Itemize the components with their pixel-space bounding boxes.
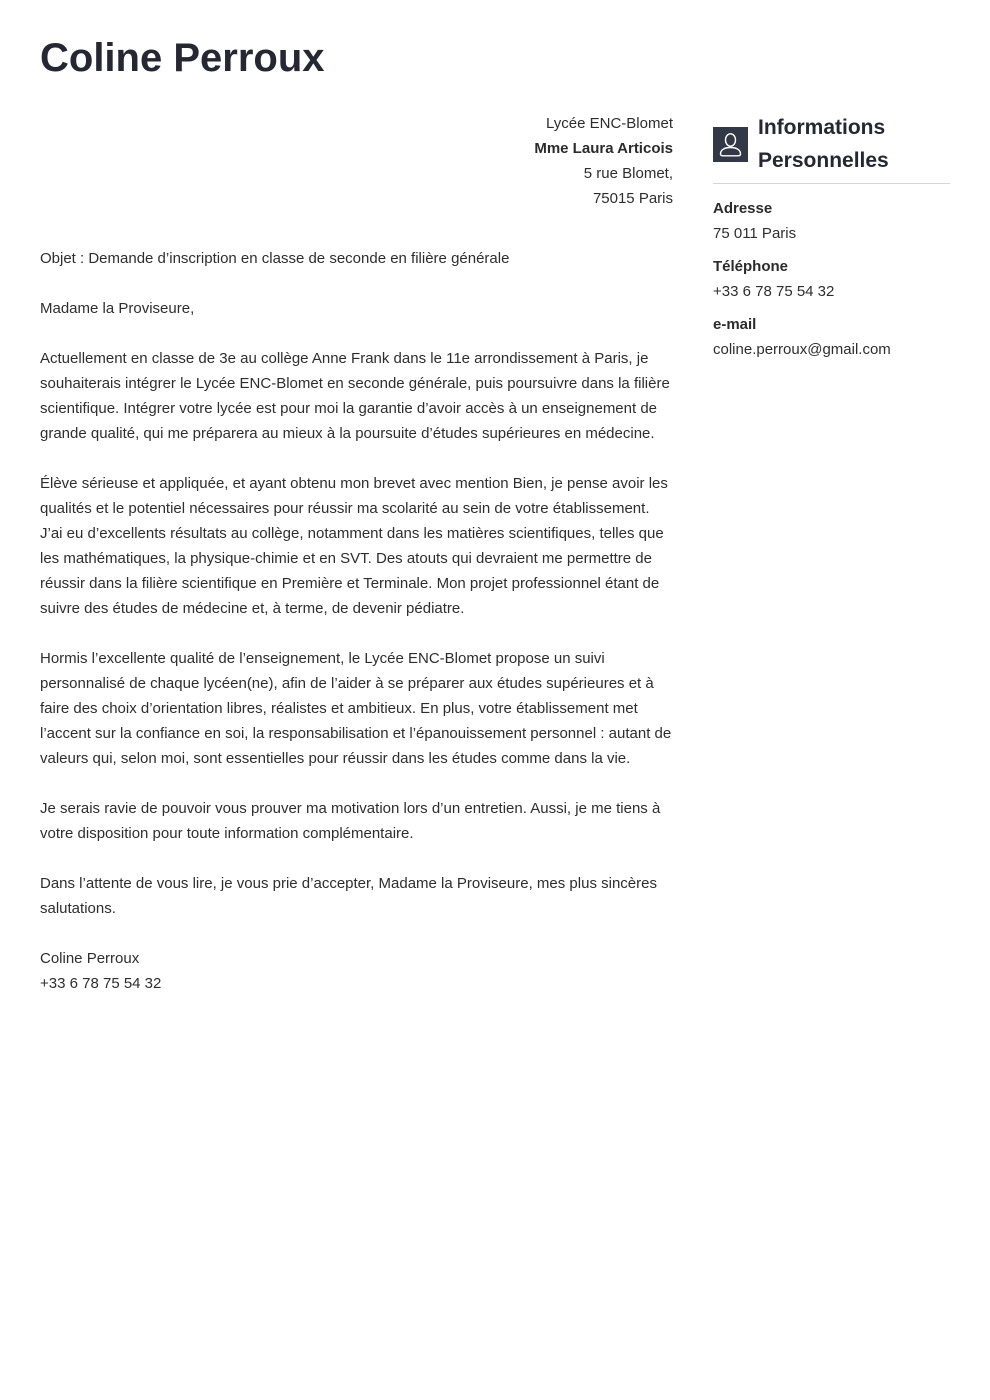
letter-salutation: Madame la Proviseure, bbox=[40, 300, 195, 317]
page-title: Coline Perroux bbox=[40, 36, 325, 80]
personal-info-title bbox=[758, 111, 889, 177]
recipient-school: Lycée ENC-Blomet bbox=[546, 115, 673, 132]
address-label: Adresse bbox=[713, 200, 773, 217]
letter-paragraph: Dans l’attente de vous lire, je vous prie d’accepter, Madame la Proviseure, mes plus sincères salutations. bbox=[40, 875, 657, 917]
signature-phone: +33 6 78 75 54 32 bbox=[40, 975, 162, 992]
recipient-block bbox=[40, 111, 673, 211]
phone-label: Téléphone bbox=[713, 258, 789, 275]
letter-subject: Objet : Demande d’inscription en classe de seconde en filière générale bbox=[40, 250, 510, 267]
phone-info bbox=[713, 254, 950, 304]
email-label: e-mail bbox=[713, 316, 757, 333]
recipient-contact: Mme Laura Articois bbox=[534, 140, 673, 157]
signature-name: Coline Perroux bbox=[40, 950, 140, 967]
letter-paragraph: Actuellement en classe de 3e au collège Anne Frank dans le 11e arrondissement à Paris, je souhaiterais intégrer le Lycée ENC-Blomet en seconde générale, puis poursuivre dans la filière scientifique. Intégrer votre lycée est pour moi la garantie d’avoir accès à un enseignement de grande qualité, qui me préparera au mieux à la poursuite d’études supérieures en médecine. bbox=[40, 350, 670, 442]
address-info bbox=[713, 196, 950, 246]
recipient-city: 75015 Paris bbox=[592, 190, 673, 207]
letter-paragraph: Hormis l’excellente qualité de l’enseignement, le Lycée ENC-Blomet propose un suivi personnalisé de chaque lycéen(ne), afin de l’aider à se préparer aux études supérieures et à faire des choix d’orientation libres, réalistes et ambitieux. En plus, votre établissement met l’accent sur la confiance en soi, la responsabilisation et l’épanouissement personnel : autant de valeurs qui, selon moi, sont essentielles pour réussir dans les études comme dans la vie. bbox=[40, 650, 672, 767]
personal-info-sidebar bbox=[713, 111, 950, 362]
phone-value: +33 6 78 75 54 32 bbox=[713, 283, 835, 300]
personal-info-title-line2: Personnelles bbox=[758, 149, 889, 172]
cover-letter bbox=[40, 111, 673, 996]
letter-paragraph: Élève sérieuse et appliquée, et ayant obtenu mon brevet avec mention Bien, je pense avoir les qualités et le potentiel nécessaires pour réussir ma scolarité au sein de votre établissement. J’ai eu d’excellents résultats au collège, notamment dans les matières scientifiques, telles que les mathématiques, la physique-chimie et en SVT. Des atouts qui devraient me permettre de réussir dans la filière scientifique en Première et Terminale. Mon projet professionnel étant de suivre des études de médecine et, à terme, de devenir pédiatre. bbox=[40, 475, 668, 617]
personal-info-header bbox=[713, 111, 950, 184]
address-value: 75 011 Paris bbox=[713, 225, 797, 242]
email-value: coline.perroux@gmail.com bbox=[713, 341, 891, 358]
letter-paragraph: Je serais ravie de pouvoir vous prouver ma motivation lors d’un entretien. Aussi, je me tiens à votre disposition pour toute information complémentaire. bbox=[40, 800, 661, 842]
email-info bbox=[713, 312, 950, 362]
recipient-street: 5 rue Blomet, bbox=[583, 165, 673, 182]
signature-block bbox=[40, 946, 673, 996]
personal-info-title-line1: Informations bbox=[758, 116, 886, 139]
person-icon bbox=[713, 127, 748, 162]
